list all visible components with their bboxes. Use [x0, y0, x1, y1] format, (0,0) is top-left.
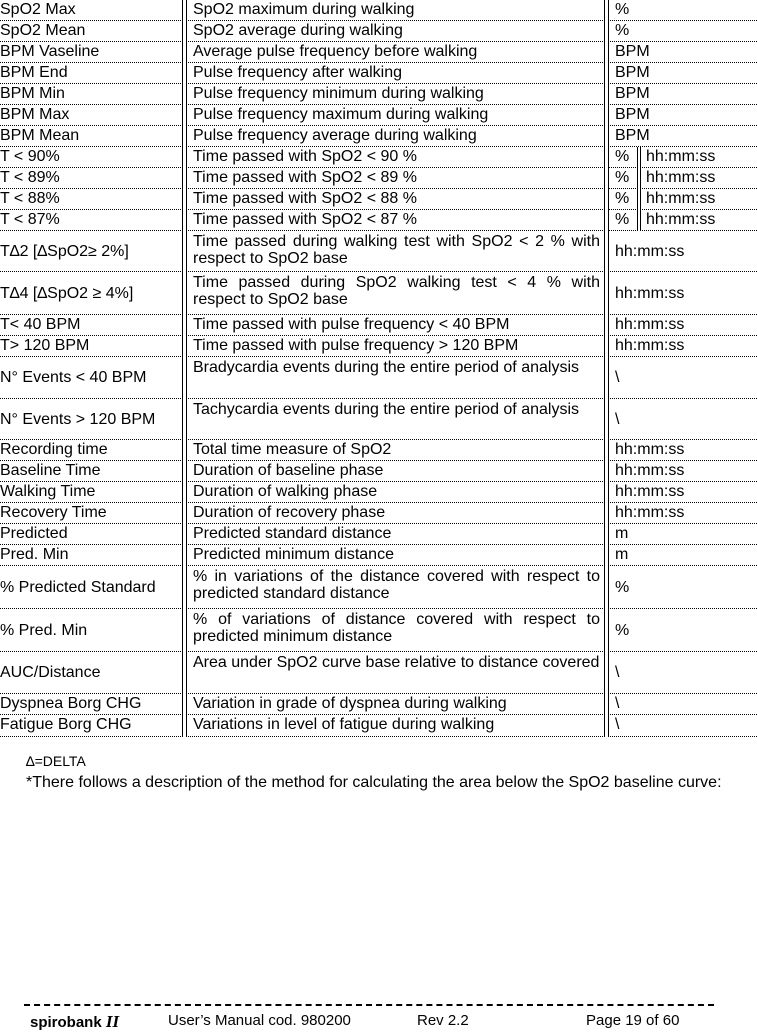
- parameter-unit: %: [608, 210, 638, 231]
- parameter-name: T < 88%: [0, 189, 183, 210]
- table-row: [0, 440, 757, 461]
- parameter-name: BPM Mean: [0, 126, 183, 147]
- parameter-unit: BPM: [608, 42, 757, 63]
- parameter-unit: %: [608, 189, 638, 210]
- parameter-unit: \: [608, 399, 757, 440]
- parameter-name: N° Events < 40 BPM: [0, 357, 183, 399]
- notes: [26, 752, 750, 792]
- parameter-name: Recovery Time: [0, 503, 183, 524]
- parameter-description: Pulse frequency minimum during walking: [186, 84, 605, 105]
- parameter-unit-secondary: hh:mm:ss: [640, 147, 757, 168]
- table-row: [0, 652, 757, 694]
- parameter-description: Time passed with SpO2 < 90 %: [186, 147, 605, 168]
- parameter-name: SpO2 Mean: [0, 21, 183, 42]
- delta-legend: ∆=DELTA: [26, 753, 86, 769]
- table-row: [0, 503, 757, 524]
- parameter-unit: \: [608, 652, 757, 694]
- table-row: [0, 609, 757, 652]
- table-row: [0, 399, 757, 440]
- parameter-name: T < 90%: [0, 147, 183, 168]
- brand-logo: [30, 1012, 119, 1032]
- parameter-description: Time passed during walking test with SpO2 < 2 % with respect to SpO2 base: [186, 231, 605, 272]
- parameter-description: Total time measure of SpO2: [186, 440, 605, 461]
- table-row: [0, 168, 757, 189]
- parameter-name: % Pred. Min: [0, 609, 183, 652]
- table-row: [0, 357, 757, 399]
- parameter-name: N° Events > 120 BPM: [0, 399, 183, 440]
- table-row: [0, 210, 757, 231]
- parameter-unit: \: [608, 357, 757, 399]
- revision: Rev 2.2: [417, 1012, 469, 1029]
- brand-suffix: II: [105, 1012, 120, 1031]
- table-row: [0, 272, 757, 315]
- parameter-name: Baseline Time: [0, 461, 183, 482]
- parameter-unit-secondary: hh:mm:ss: [640, 168, 757, 189]
- parameter-name: T∆2 [∆SpO2≥ 2%]: [0, 231, 183, 272]
- table-row: [0, 63, 757, 84]
- parameter-unit: hh:mm:ss: [608, 482, 757, 503]
- brand-name: spirobank: [30, 1014, 102, 1031]
- parameter-name: T> 120 BPM: [0, 336, 183, 357]
- parameter-description: Duration of walking phase: [186, 482, 605, 503]
- parameter-description: Variation in grade of dyspnea during walking: [186, 694, 605, 715]
- parameter-unit: m: [608, 545, 757, 566]
- parameter-description: Time passed with SpO2 < 88 %: [186, 189, 605, 210]
- parameter-unit: hh:mm:ss: [608, 315, 757, 336]
- parameter-description: % of variations of distance covered with respect to predicted minimum distance: [186, 609, 605, 652]
- parameter-unit: hh:mm:ss: [608, 336, 757, 357]
- table-row: [0, 336, 757, 357]
- parameter-description: Pulse frequency maximum during walking: [186, 105, 605, 126]
- table-row: [0, 147, 757, 168]
- page-footer: [0, 1012, 757, 1030]
- parameter-unit: %: [608, 0, 757, 21]
- parameter-unit: hh:mm:ss: [608, 503, 757, 524]
- parameter-description: Time passed with SpO2 < 87 %: [186, 210, 605, 231]
- parameter-description: Average pulse frequency before walking: [186, 42, 605, 63]
- parameter-name: AUC/Distance: [0, 652, 183, 694]
- parameter-description: Predicted minimum distance: [186, 545, 605, 566]
- parameter-description: Pulse frequency average during walking: [186, 126, 605, 147]
- parameter-name: BPM End: [0, 63, 183, 84]
- parameter-unit: hh:mm:ss: [608, 231, 757, 272]
- parameter-name: T < 89%: [0, 168, 183, 189]
- parameter-name: SpO2 Max: [0, 0, 183, 21]
- parameter-name: BPM Vaseline: [0, 42, 183, 63]
- parameter-name: Recording time: [0, 440, 183, 461]
- parameter-unit: %: [608, 168, 638, 189]
- parameter-unit: %: [608, 147, 638, 168]
- table-row: [0, 0, 757, 21]
- parameter-unit: %: [608, 566, 757, 609]
- parameter-description: SpO2 average during walking: [186, 21, 605, 42]
- parameter-description: SpO2 maximum during walking: [186, 0, 605, 21]
- table-row: [0, 524, 757, 545]
- parameter-description: Time passed during SpO2 walking test < 4 % with respect to SpO2 base: [186, 272, 605, 315]
- parameter-description: Time passed with pulse frequency > 120 BPM: [186, 336, 605, 357]
- parameter-unit: \: [608, 715, 757, 737]
- method-note: *There follows a description of the method for calculating the area below the SpO2 baseline curve:: [26, 774, 722, 791]
- parameter-name: T < 87%: [0, 210, 183, 231]
- parameter-name: Fatigue Borg CHG: [0, 715, 183, 737]
- parameter-unit: \: [608, 694, 757, 715]
- footer-divider: [24, 1004, 714, 1006]
- parameter-description: Duration of baseline phase: [186, 461, 605, 482]
- parameter-unit-secondary: hh:mm:ss: [640, 210, 757, 231]
- parameter-description: % in variations of the distance covered with respect to predicted standard distance: [186, 566, 605, 609]
- table-row: [0, 105, 757, 126]
- table-row: [0, 42, 757, 63]
- table-row: [0, 545, 757, 566]
- parameter-description: Tachycardia events during the entire period of analysis: [186, 399, 605, 440]
- page-number: Page 19 of 60: [586, 1012, 680, 1029]
- table-row: [0, 315, 757, 336]
- table-row: [0, 84, 757, 105]
- parameter-name: T< 40 BPM: [0, 315, 183, 336]
- parameter-name: Pred. Min: [0, 545, 183, 566]
- parameter-unit: m: [608, 524, 757, 545]
- parameter-description: Time passed with SpO2 < 89 %: [186, 168, 605, 189]
- parameter-unit: BPM: [608, 126, 757, 147]
- table-row: [0, 694, 757, 715]
- table-row: [0, 231, 757, 272]
- parameter-description: Duration of recovery phase: [186, 503, 605, 524]
- parameter-name: Walking Time: [0, 482, 183, 503]
- parameter-unit: %: [608, 609, 757, 652]
- table-row: [0, 21, 757, 42]
- parameter-unit: BPM: [608, 84, 757, 105]
- parameter-name: BPM Min: [0, 84, 183, 105]
- parameter-name: % Predicted Standard: [0, 566, 183, 609]
- parameter-unit-secondary: hh:mm:ss: [640, 189, 757, 210]
- parameter-unit: hh:mm:ss: [608, 461, 757, 482]
- parameter-description: Bradycardia events during the entire period of analysis: [186, 357, 605, 399]
- parameter-description: Time passed with pulse frequency < 40 BPM: [186, 315, 605, 336]
- parameter-unit: %: [608, 21, 757, 42]
- parameter-name: Dyspnea Borg CHG: [0, 694, 183, 715]
- parameter-unit: BPM: [608, 63, 757, 84]
- parameter-unit: hh:mm:ss: [608, 440, 757, 461]
- manual-code: User’s Manual cod. 980200: [168, 1012, 351, 1029]
- parameter-name: BPM Max: [0, 105, 183, 126]
- parameter-description: Area under SpO2 curve base relative to distance covered: [186, 652, 605, 694]
- table-row: [0, 126, 757, 147]
- parameter-name: T∆4 [∆SpO2 ≥ 4%]: [0, 272, 183, 315]
- parameter-description: Predicted standard distance: [186, 524, 605, 545]
- parameter-unit: hh:mm:ss: [608, 272, 757, 315]
- parameter-description: Variations in level of fatigue during walking: [186, 715, 605, 737]
- parameter-description: Pulse frequency after walking: [186, 63, 605, 84]
- table-row: [0, 189, 757, 210]
- table-row: [0, 715, 757, 737]
- parameter-name: Predicted: [0, 524, 183, 545]
- table-row: [0, 461, 757, 482]
- parameter-unit: BPM: [608, 105, 757, 126]
- table-row: [0, 482, 757, 503]
- table-row: [0, 566, 757, 609]
